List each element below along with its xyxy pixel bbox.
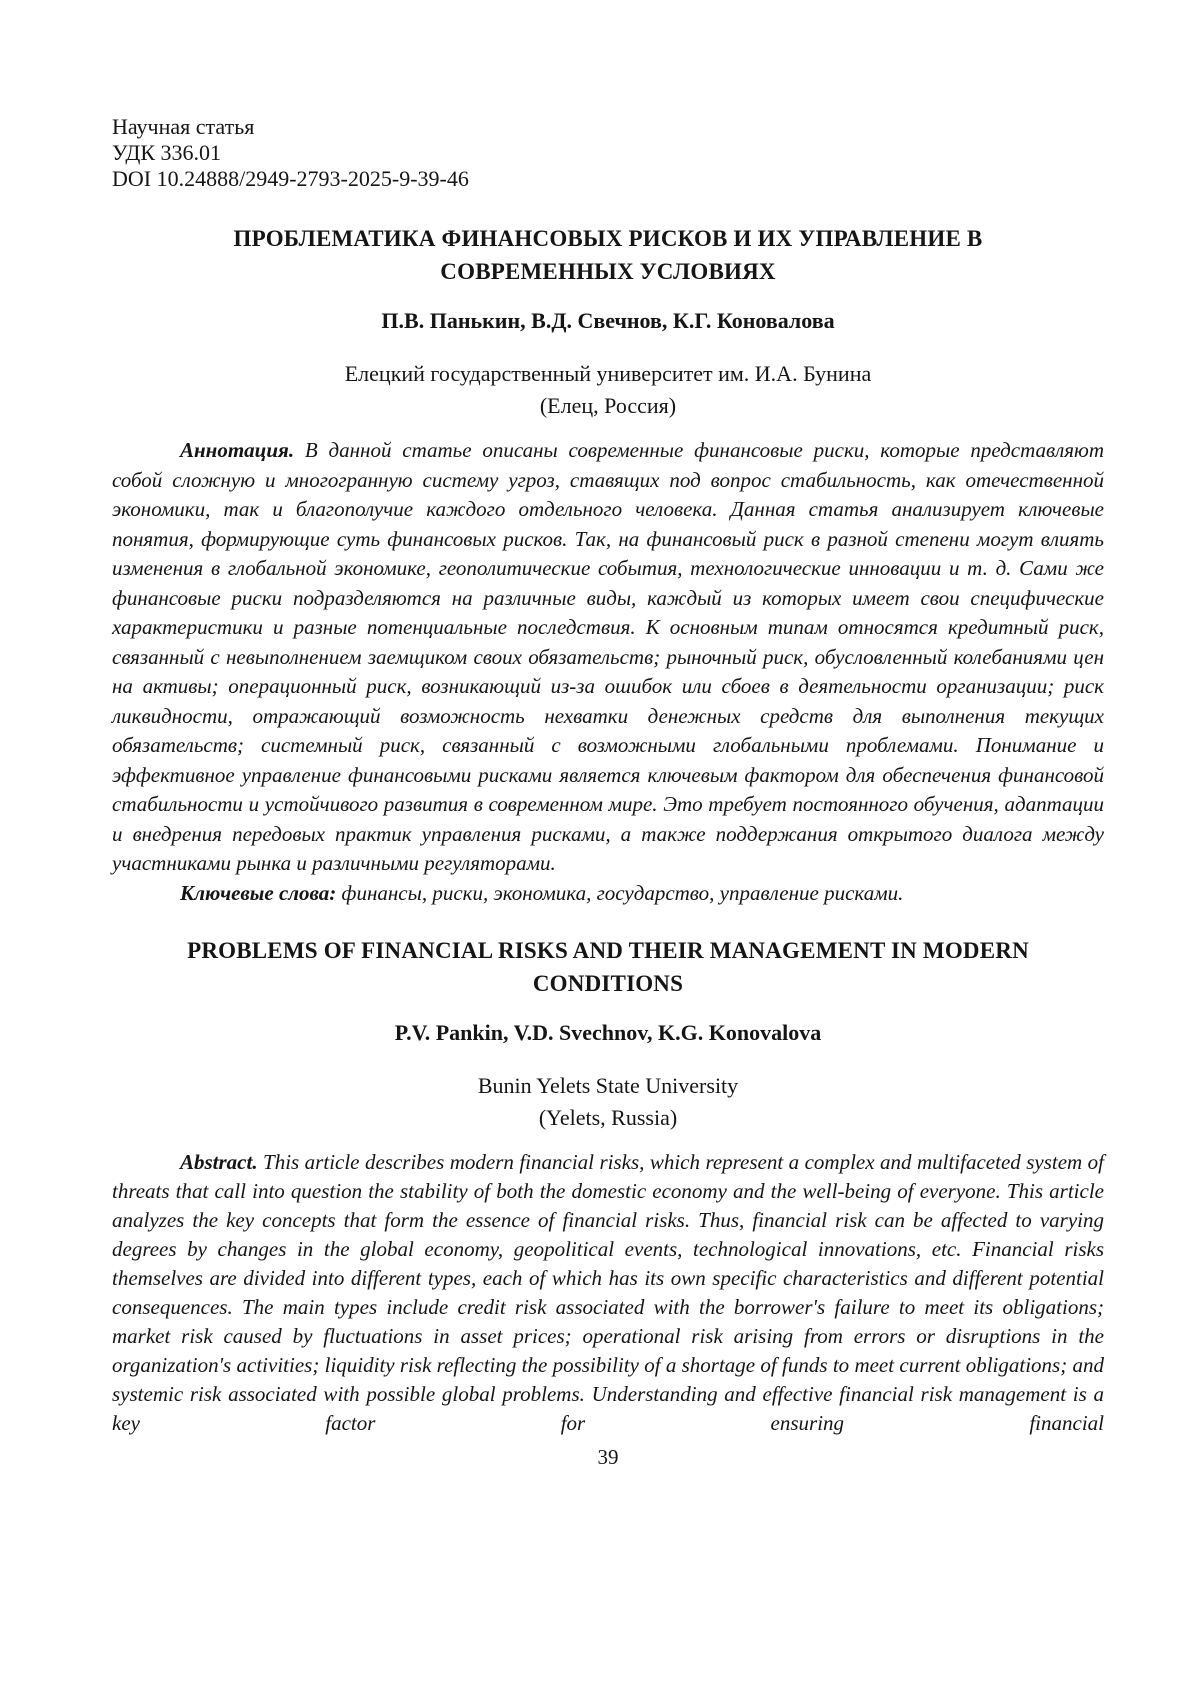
affiliation-name-english: Bunin Yelets State University	[477, 1073, 739, 1098]
abstract-label-english: Abstract.	[180, 1150, 258, 1174]
abstract-text-english: This article describes modern financial risks, which represent a complex and multifaceted system of threats that call into question the stability of both the domestic economy and the well-being of everyone. This article analyzes the key concepts that form the essence of financial risks. Thus, financial risk can be affected to varying degrees by changes in the global economy, geopolitical events, technological innovations, etc. Financial risks themselves are divided into different types, each of which has its own specific characteristics and different potential consequences. The main types include credit risk associated with the borrower's failure to meet its obligations; market risk caused by fluctuations in asset prices; operational risk arising from errors or disruptions in the organization's activities; liquidity risk reflecting the possibility of a shortage of funds to meet current obligations; and systemic risk associated with possible global problems. Understanding and effective financial risk management is a key factor for ensuring financial	[112, 1150, 1104, 1435]
affiliation-location-english: (Yelets, Russia)	[538, 1105, 678, 1130]
article-title-russian: ПРОБЛЕМАТИКА ФИНАНСОВЫХ РИСКОВ И ИХ УПРАВЛЕНИЕ В СОВРЕМЕННЫХ УСЛОВИЯХ	[233, 226, 983, 284]
keywords-text-russian: финансы, риски, экономика, государство, управление рисками.	[341, 880, 904, 905]
abstract-text-russian: В данной статье описаны современные финансовые риски, которые представляют собой сложную и многогранную систему угроз, ставящих под вопрос стабильность, как отечественной экономики, так и благополучие каждого отдельного человека. Данная статья анализирует ключевые понятия, формирующие суть финансовых рисков. Так, на финансовый риск в разной степени могут влиять изменения в глобальной экономике, геополитические события, технологические инновации и т. д. Сами же финансовые риски подразделяются на различные виды, каждый из которых имеет свои специфические характеристики и разные потенциальные последствия. К основным типам относятся кредитный риск, связанный с невыполнением заемщиком своих обязательств; рыночный риск, обусловленный колебаниями цен на активы; операционный риск, возникающий из-за ошибок или сбоев в деятельности организации; риск ликвидности, отражающий возможность нехватки денежных средств для выполнения текущих обязательств; системный риск, связанный с возможными глобальными проблемами. Понимание и эффективное управление финансовыми рисками является ключевым фактором для обеспечения финансовой стабильности и устойчивого развития в современном мире. Это требует постоянного обучения, адаптации и внедрения передовых практик управления рисками, а также поддержания открытого диалога между участниками рынка и различными регуляторами.	[112, 438, 1104, 875]
article-type-label: Научная статья	[112, 114, 255, 139]
doi-number: DOI 10.24888/2949-2793-2025-9-39-46	[112, 166, 469, 191]
keywords-russian	[112, 879, 1104, 909]
affiliation-russian	[112, 358, 1104, 422]
affiliation-name-russian: Елецкий государственный университет им. И.А. Бунина	[344, 361, 872, 386]
affiliation-english	[112, 1070, 1104, 1134]
article-title-english: PROBLEMS OF FINANCIAL RISKS AND THEIR MANAGEMENT IN MODERN CONDITIONS	[187, 938, 1029, 996]
affiliation-location-russian: (Елец, Россия)	[539, 393, 677, 418]
udc-number: УДК 336.01	[112, 140, 222, 165]
authors-russian: П.В. Панькин, В.Д. Свечнов, К.Г. Коновалова	[381, 308, 835, 333]
page-number: 39	[597, 1445, 619, 1469]
abstract-label-russian: Аннотация.	[180, 438, 295, 462]
authors-english: P.V. Pankin, V.D. Svechnov, K.G. Konovalova	[394, 1020, 822, 1045]
abstract-english	[112, 1148, 1104, 1438]
article-header	[112, 114, 1104, 192]
abstract-russian	[112, 436, 1104, 879]
keywords-label-russian: Ключевые слова:	[180, 880, 337, 905]
